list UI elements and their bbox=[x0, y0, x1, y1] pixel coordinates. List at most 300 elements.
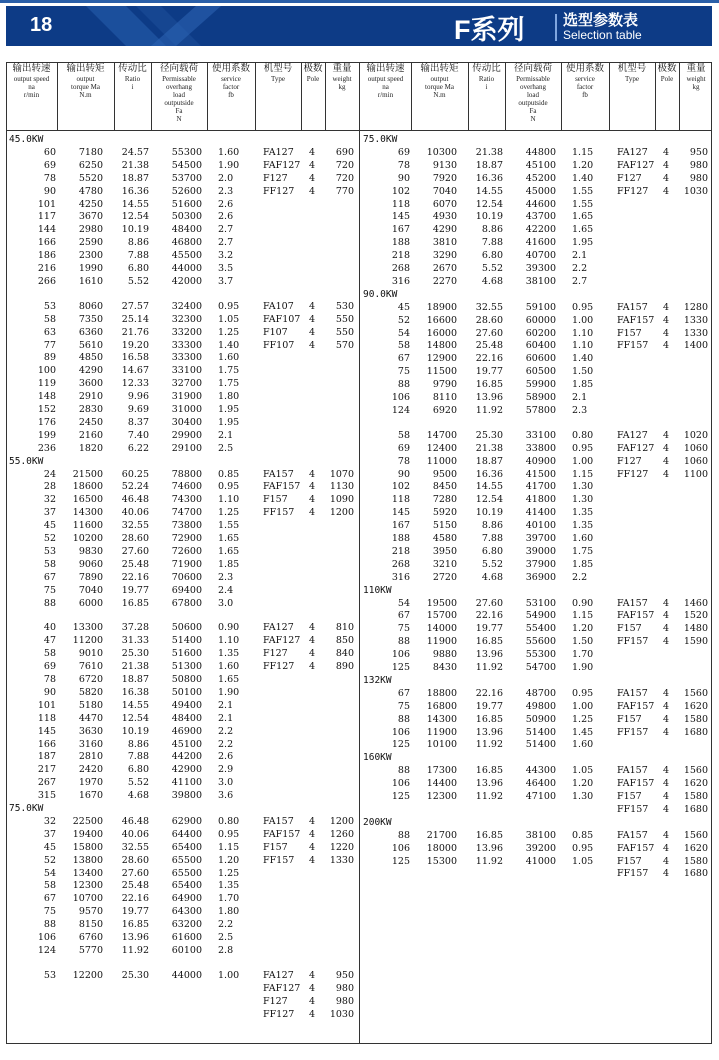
pole-cell: 4 bbox=[309, 635, 316, 647]
table-row bbox=[6, 378, 359, 391]
service-factor-cell: 1.00 bbox=[572, 700, 594, 712]
torque-cell: 2420 bbox=[78, 764, 103, 776]
table-row bbox=[360, 224, 713, 237]
column-header-en: Ratio i bbox=[478, 74, 495, 91]
service-factor-cell: 1.60 bbox=[572, 533, 594, 544]
pole-cell: 4 bbox=[663, 726, 670, 738]
column-header bbox=[255, 64, 301, 83]
service-factor-cell: 1.70 bbox=[572, 649, 594, 661]
table-row bbox=[6, 790, 359, 803]
type-cell: FF127 bbox=[263, 185, 295, 197]
table-row bbox=[360, 263, 713, 276]
torque-cell: 11000 bbox=[426, 455, 457, 467]
type-cell: FA127 bbox=[263, 146, 294, 158]
weight-cell: 1590 bbox=[683, 636, 708, 648]
radial-load-cell: 74300 bbox=[171, 494, 202, 506]
selection-table-title-cn: 选型参数表 bbox=[563, 11, 639, 29]
speed-cell: 186 bbox=[37, 250, 56, 262]
table-row bbox=[360, 739, 713, 752]
column-divider bbox=[325, 62, 326, 130]
torque-cell: 4850 bbox=[78, 352, 103, 364]
torque-cell: 2980 bbox=[78, 224, 103, 236]
speed-cell: 88 bbox=[397, 765, 410, 777]
service-factor-cell: 1.95 bbox=[218, 404, 240, 415]
type-cell: FAF127 bbox=[263, 982, 301, 994]
weight-cell: 1560 bbox=[683, 687, 708, 699]
service-factor-cell: 2.6 bbox=[218, 211, 234, 223]
speed-cell: 124 bbox=[391, 404, 410, 416]
torque-cell: 5820 bbox=[78, 686, 103, 698]
speed-cell: 166 bbox=[37, 237, 56, 249]
pole-cell: 4 bbox=[663, 803, 670, 815]
left-table-panel bbox=[6, 62, 359, 1044]
pole-cell: 4 bbox=[309, 854, 316, 866]
table-row bbox=[6, 572, 359, 585]
service-factor-cell: 1.00 bbox=[572, 314, 594, 326]
speed-cell: 47 bbox=[43, 635, 56, 647]
pole-cell: 4 bbox=[663, 301, 670, 313]
torque-cell: 14800 bbox=[426, 340, 457, 352]
service-factor-cell: 1.55 bbox=[572, 185, 594, 197]
torque-cell: 5610 bbox=[78, 339, 103, 351]
speed-cell: 176 bbox=[37, 416, 56, 428]
speed-cell: 125 bbox=[391, 791, 410, 802]
service-factor-cell: 3.5 bbox=[218, 263, 234, 274]
radial-load-cell: 57800 bbox=[525, 404, 556, 416]
ratio-cell: 5.52 bbox=[481, 263, 503, 274]
table-row bbox=[360, 147, 713, 160]
torque-cell: 7920 bbox=[432, 172, 457, 184]
column-divider bbox=[609, 62, 610, 130]
torque-cell: 15300 bbox=[426, 855, 457, 867]
ratio-cell: 14.55 bbox=[475, 481, 503, 493]
service-factor-cell: 2.4 bbox=[218, 584, 234, 596]
service-factor-cell: 1.20 bbox=[572, 778, 594, 790]
column-header-row bbox=[6, 62, 359, 131]
pole-cell: 4 bbox=[663, 778, 670, 790]
speed-cell: 106 bbox=[391, 842, 410, 854]
radial-load-cell: 40900 bbox=[525, 455, 556, 467]
table-row bbox=[360, 778, 713, 791]
weight-cell: 1020 bbox=[683, 429, 708, 441]
radial-load-cell: 39300 bbox=[525, 263, 556, 274]
radial-load-cell: 50100 bbox=[171, 686, 202, 698]
pole-cell: 4 bbox=[663, 829, 670, 841]
radial-load-cell: 65400 bbox=[171, 841, 202, 853]
power-group-label: 110KW bbox=[363, 584, 392, 596]
ratio-cell: 13.96 bbox=[475, 726, 503, 738]
service-factor-cell: 2.5 bbox=[218, 442, 234, 454]
radial-load-cell: 53700 bbox=[171, 172, 202, 184]
speed-cell: 69 bbox=[43, 661, 56, 673]
service-factor-cell: 1.65 bbox=[572, 211, 594, 223]
table-row bbox=[6, 250, 359, 263]
service-factor-cell: 3.0 bbox=[218, 597, 234, 609]
service-factor-cell: 1.65 bbox=[218, 545, 240, 557]
torque-cell: 17300 bbox=[426, 765, 457, 777]
torque-cell: 14400 bbox=[426, 778, 457, 790]
service-factor-cell: 2.1 bbox=[218, 712, 234, 724]
weight-cell: 1200 bbox=[329, 815, 354, 827]
pole-cell: 4 bbox=[309, 1008, 316, 1020]
speed-cell: 166 bbox=[37, 738, 56, 750]
column-header-en: weight kg bbox=[332, 74, 352, 91]
power-group-label: 55.0KW bbox=[9, 455, 44, 467]
table-row bbox=[6, 365, 359, 378]
ratio-cell: 13.96 bbox=[475, 778, 503, 790]
speed-cell: 268 bbox=[391, 558, 410, 570]
table-row bbox=[6, 276, 359, 289]
service-factor-cell: 1.85 bbox=[218, 558, 240, 570]
speed-cell: 53 bbox=[43, 545, 56, 557]
torque-cell: 8060 bbox=[78, 300, 103, 312]
table-row bbox=[6, 777, 359, 790]
service-factor-cell: 1.60 bbox=[218, 146, 240, 158]
pole-cell: 4 bbox=[663, 791, 670, 802]
pole-cell: 4 bbox=[309, 468, 316, 480]
speed-cell: 58 bbox=[43, 880, 56, 892]
torque-cell: 6000 bbox=[78, 597, 103, 609]
ratio-cell: 40.06 bbox=[121, 828, 149, 840]
speed-cell: 266 bbox=[37, 275, 56, 287]
table-row bbox=[6, 751, 359, 764]
speed-cell: 88 bbox=[43, 597, 56, 609]
table-row bbox=[360, 649, 713, 662]
weight-cell: 1680 bbox=[683, 868, 708, 880]
ratio-cell: 21.38 bbox=[121, 661, 149, 673]
radial-load-cell: 53100 bbox=[525, 597, 556, 609]
table-row bbox=[6, 520, 359, 533]
column-header bbox=[609, 64, 655, 83]
service-factor-cell: 1.40 bbox=[218, 339, 240, 351]
ratio-cell: 8.86 bbox=[127, 738, 149, 750]
pole-cell: 4 bbox=[663, 765, 670, 777]
table-row bbox=[360, 366, 713, 379]
pole-cell: 4 bbox=[309, 172, 316, 184]
radial-load-cell: 40100 bbox=[525, 520, 556, 532]
weight-cell: 1100 bbox=[683, 468, 708, 480]
ratio-cell: 11.92 bbox=[475, 662, 503, 673]
speed-cell: 90 bbox=[43, 185, 56, 197]
radial-load-cell: 74700 bbox=[171, 507, 202, 519]
pole-cell: 4 bbox=[663, 597, 670, 609]
torque-cell: 2720 bbox=[432, 571, 457, 583]
service-factor-cell: 1.15 bbox=[572, 468, 594, 480]
ratio-cell: 12.54 bbox=[475, 494, 503, 506]
torque-cell: 3810 bbox=[432, 237, 457, 249]
header-divider bbox=[555, 14, 557, 41]
pole-cell: 4 bbox=[309, 339, 316, 351]
weight-cell: 950 bbox=[335, 969, 354, 981]
torque-cell: 4580 bbox=[432, 533, 457, 544]
type-cell: FA157 bbox=[617, 597, 648, 609]
torque-cell: 19500 bbox=[426, 597, 457, 609]
column-divider bbox=[151, 62, 152, 130]
table-row bbox=[360, 405, 713, 418]
speed-cell: 145 bbox=[391, 211, 410, 223]
torque-cell: 7890 bbox=[78, 571, 103, 583]
table-row bbox=[6, 546, 359, 559]
ratio-cell: 8.86 bbox=[481, 520, 503, 532]
torque-cell: 9570 bbox=[78, 906, 103, 918]
table-row bbox=[6, 919, 359, 932]
ratio-cell: 19.77 bbox=[475, 623, 503, 635]
weight-cell: 1620 bbox=[683, 842, 708, 854]
pole-cell: 4 bbox=[663, 327, 670, 339]
service-factor-cell: 1.65 bbox=[572, 224, 594, 236]
pole-cell: 4 bbox=[309, 159, 316, 171]
radial-load-cell: 32700 bbox=[171, 378, 202, 390]
service-factor-cell: 2.3 bbox=[572, 404, 588, 416]
radial-load-cell: 59100 bbox=[525, 301, 556, 313]
table-row bbox=[6, 186, 359, 199]
pole-cell: 4 bbox=[663, 172, 670, 184]
ratio-cell: 5.52 bbox=[127, 275, 149, 287]
column-header-cn: 极数 bbox=[657, 63, 677, 74]
service-factor-cell: 2.3 bbox=[218, 185, 234, 197]
service-factor-cell: 1.25 bbox=[572, 713, 594, 725]
type-cell: FAF127 bbox=[263, 635, 301, 647]
pole-cell: 4 bbox=[663, 610, 670, 622]
table-row bbox=[6, 816, 359, 829]
ratio-cell: 11.92 bbox=[475, 855, 503, 867]
speed-cell: 24 bbox=[43, 468, 56, 480]
column-divider bbox=[655, 62, 656, 130]
table-row bbox=[360, 160, 713, 173]
torque-cell: 4930 bbox=[432, 211, 457, 223]
power-group-label: 75.0KW bbox=[363, 134, 398, 145]
ratio-cell: 16.85 bbox=[475, 379, 503, 391]
column-header bbox=[468, 64, 505, 91]
service-factor-cell: 2.1 bbox=[572, 392, 588, 403]
column-header-en: service factor fb bbox=[221, 74, 241, 99]
pole-cell: 4 bbox=[663, 159, 670, 171]
torque-cell: 6760 bbox=[78, 932, 103, 943]
ratio-cell: 18.87 bbox=[121, 674, 149, 685]
type-cell: FAF127 bbox=[263, 159, 301, 171]
table-row bbox=[6, 391, 359, 404]
table-row bbox=[6, 237, 359, 250]
weight-cell: 1060 bbox=[683, 455, 708, 467]
table-row bbox=[360, 443, 713, 456]
radial-load-cell: 51400 bbox=[525, 739, 556, 751]
torque-cell: 22500 bbox=[72, 815, 103, 827]
service-factor-cell: 2.8 bbox=[218, 944, 234, 956]
service-factor-cell: 1.55 bbox=[572, 198, 594, 210]
table-row bbox=[360, 688, 713, 701]
torque-cell: 6070 bbox=[432, 198, 457, 210]
radial-load-cell: 51600 bbox=[171, 198, 202, 210]
table-row bbox=[6, 585, 359, 598]
speed-cell: 67 bbox=[397, 610, 410, 622]
table-row bbox=[360, 546, 713, 559]
radial-load-cell: 41100 bbox=[171, 777, 202, 789]
power-group-label: 160KW bbox=[363, 752, 392, 764]
radial-load-cell: 44800 bbox=[525, 146, 556, 158]
ratio-cell: 12.54 bbox=[121, 211, 149, 223]
type-cell: FA107 bbox=[263, 300, 294, 312]
table-row bbox=[6, 893, 359, 906]
service-factor-cell: 1.30 bbox=[572, 791, 594, 802]
radial-load-cell: 38100 bbox=[525, 275, 556, 287]
speed-cell: 58 bbox=[43, 558, 56, 570]
pole-cell: 4 bbox=[663, 314, 670, 326]
type-cell: F157 bbox=[617, 327, 642, 339]
ratio-cell: 16.36 bbox=[475, 172, 503, 184]
column-header-cn: 机型号 bbox=[617, 63, 647, 74]
torque-cell: 2270 bbox=[432, 275, 457, 287]
table-row bbox=[6, 173, 359, 186]
ratio-cell: 13.96 bbox=[475, 649, 503, 661]
torque-cell: 11200 bbox=[72, 635, 103, 647]
ratio-cell: 7.88 bbox=[127, 250, 149, 262]
type-cell: F107 bbox=[263, 326, 288, 338]
service-factor-cell: 2.6 bbox=[218, 751, 234, 763]
ratio-cell: 16.85 bbox=[475, 765, 503, 777]
radial-load-cell: 45200 bbox=[525, 172, 556, 184]
type-cell: FAF157 bbox=[617, 610, 655, 622]
table-row bbox=[6, 533, 359, 546]
radial-load-cell: 65400 bbox=[171, 880, 202, 892]
selection-table-title-en: Selection table bbox=[563, 28, 642, 42]
service-factor-cell: 1.05 bbox=[218, 313, 240, 325]
service-factor-cell: 2.1 bbox=[218, 429, 234, 441]
radial-load-cell: 55600 bbox=[525, 636, 556, 648]
table-row bbox=[6, 829, 359, 842]
radial-load-cell: 39200 bbox=[525, 842, 556, 854]
service-factor-cell: 1.95 bbox=[572, 237, 594, 249]
ratio-cell: 27.60 bbox=[121, 867, 149, 879]
weight-cell: 850 bbox=[335, 635, 354, 647]
torque-cell: 15800 bbox=[72, 841, 103, 853]
column-divider bbox=[301, 62, 302, 130]
radial-load-cell: 49400 bbox=[171, 699, 202, 711]
radial-load-cell: 49800 bbox=[525, 700, 556, 712]
type-cell: FF157 bbox=[617, 868, 649, 880]
service-factor-cell: 1.75 bbox=[218, 365, 240, 377]
type-cell: F157 bbox=[263, 494, 288, 506]
table-row bbox=[360, 353, 713, 366]
ratio-cell: 13.96 bbox=[121, 932, 149, 943]
speed-cell: 28 bbox=[43, 481, 56, 493]
weight-cell: 720 bbox=[335, 159, 354, 171]
speed-cell: 267 bbox=[37, 777, 56, 789]
speed-cell: 88 bbox=[397, 713, 410, 725]
torque-cell: 2450 bbox=[78, 416, 103, 428]
service-factor-cell: 1.20 bbox=[218, 854, 240, 866]
power-group-label: 75.0KW bbox=[9, 803, 44, 814]
column-header bbox=[6, 64, 57, 99]
ratio-cell: 25.30 bbox=[121, 648, 149, 660]
service-factor-cell: 0.95 bbox=[572, 301, 594, 313]
service-factor-cell: 1.85 bbox=[572, 558, 594, 570]
weight-cell: 1220 bbox=[329, 841, 354, 853]
table-row bbox=[360, 494, 713, 507]
column-divider bbox=[679, 62, 680, 130]
ratio-cell: 16.85 bbox=[475, 636, 503, 648]
table-row bbox=[360, 856, 713, 869]
ratio-cell: 13.96 bbox=[475, 842, 503, 854]
table-row bbox=[6, 417, 359, 430]
torque-cell: 1820 bbox=[78, 442, 103, 454]
column-header-cn: 重量 bbox=[686, 63, 706, 74]
table-row bbox=[6, 932, 359, 945]
speed-cell: 124 bbox=[37, 944, 56, 956]
radial-load-cell: 47100 bbox=[525, 791, 556, 802]
ratio-cell: 28.60 bbox=[121, 533, 149, 544]
table-row bbox=[6, 687, 359, 700]
service-factor-cell: 2.2 bbox=[218, 738, 234, 750]
speed-cell: 63 bbox=[43, 326, 56, 338]
power-group-label: 45.0KW bbox=[9, 134, 44, 145]
table-row bbox=[6, 906, 359, 919]
torque-cell: 14000 bbox=[426, 623, 457, 635]
weight-cell: 1060 bbox=[683, 442, 708, 454]
pole-cell: 4 bbox=[663, 687, 670, 699]
torque-cell: 5150 bbox=[432, 520, 457, 532]
pole-cell: 4 bbox=[309, 841, 316, 853]
column-header-en: Pole bbox=[306, 74, 320, 83]
speed-cell: 52 bbox=[43, 533, 56, 544]
service-factor-cell: 0.95 bbox=[218, 481, 240, 493]
column-header bbox=[57, 64, 114, 99]
service-factor-cell: 2.1 bbox=[218, 699, 234, 711]
column-header-cn: 重量 bbox=[332, 63, 352, 74]
torque-cell: 12300 bbox=[426, 791, 457, 802]
radial-load-cell: 39000 bbox=[525, 545, 556, 557]
speed-cell: 52 bbox=[43, 854, 56, 866]
torque-cell: 1610 bbox=[78, 275, 103, 287]
speed-cell: 78 bbox=[43, 674, 56, 685]
torque-cell: 7280 bbox=[432, 494, 457, 506]
type-cell: F127 bbox=[263, 648, 288, 660]
table-row bbox=[360, 804, 713, 817]
torque-cell: 4290 bbox=[432, 224, 457, 236]
radial-load-cell: 42900 bbox=[171, 764, 202, 776]
speed-cell: 40 bbox=[43, 622, 56, 634]
weight-cell: 1330 bbox=[329, 854, 354, 866]
table-row bbox=[360, 765, 713, 778]
table-row bbox=[6, 648, 359, 661]
table-row bbox=[6, 327, 359, 340]
column-header-cn: 输出转速 bbox=[366, 63, 405, 74]
torque-cell: 4470 bbox=[78, 712, 103, 724]
speed-cell: 106 bbox=[391, 392, 410, 403]
table-row bbox=[360, 456, 713, 469]
radial-load-cell: 64400 bbox=[171, 828, 202, 840]
type-cell: FF127 bbox=[263, 661, 295, 673]
service-factor-cell: 2.7 bbox=[218, 224, 234, 236]
ratio-cell: 52.24 bbox=[121, 481, 149, 493]
service-factor-cell: 0.95 bbox=[218, 828, 240, 840]
column-header-en: output speed na r/min bbox=[367, 74, 404, 99]
torque-cell: 10200 bbox=[72, 533, 103, 544]
type-cell: FF157 bbox=[263, 507, 295, 519]
service-factor-cell: 0.90 bbox=[572, 597, 594, 609]
radial-load-cell: 60000 bbox=[525, 314, 556, 326]
type-cell: FAF157 bbox=[617, 700, 655, 712]
torque-cell: 2300 bbox=[78, 250, 103, 262]
speed-cell: 117 bbox=[37, 211, 56, 223]
torque-cell: 10300 bbox=[426, 146, 457, 158]
column-header bbox=[207, 64, 255, 99]
weight-cell: 1560 bbox=[683, 765, 708, 777]
service-factor-cell: 1.65 bbox=[218, 533, 240, 544]
ratio-cell: 37.28 bbox=[121, 622, 149, 634]
table-row bbox=[360, 237, 713, 250]
radial-load-cell: 33100 bbox=[525, 429, 556, 441]
table-row bbox=[6, 430, 359, 443]
